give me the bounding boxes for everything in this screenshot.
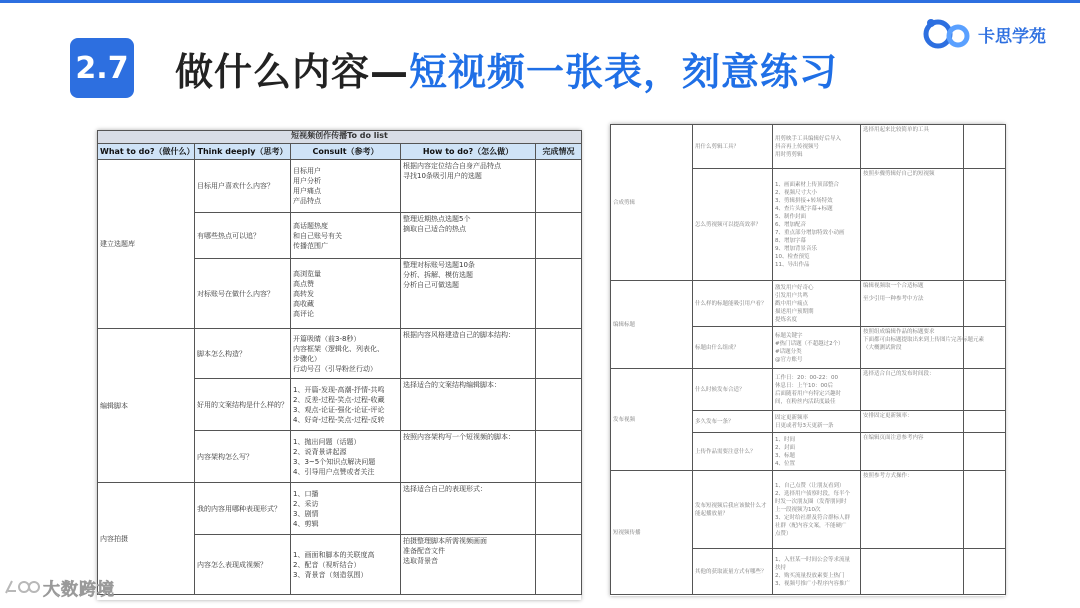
consult-line: 步骤化）: [293, 354, 321, 363]
how-cell: [401, 431, 536, 483]
consult-line: 3、定时给社群及符合群标人群: [775, 514, 851, 521]
consult-line: 2、选择用户侦察时段，每半个: [775, 490, 851, 497]
done-cell: [964, 411, 1006, 433]
done-cell: [536, 535, 582, 595]
consult-line: 2、封面: [775, 444, 795, 451]
consult-line: 高收藏: [293, 299, 314, 308]
consult-line: 1、抛出问题（话题）: [293, 437, 361, 446]
how-line: 整理近期热点选题5个: [403, 215, 471, 223]
consult-line: 4、查片头配字幕+标题: [775, 205, 833, 212]
done-cell: [964, 369, 1006, 411]
table-row: [98, 483, 582, 535]
think-cell: 我的内容用哪种表现形式？: [195, 483, 291, 535]
consult-cell: [773, 411, 861, 433]
what-cell: 短视频传播: [611, 471, 693, 595]
done-cell: [964, 549, 1006, 595]
how-line: 按照参考方式操作：: [863, 473, 913, 479]
consult-line: 抖音再上传视频号: [775, 143, 820, 150]
how-cell: [401, 379, 536, 431]
what-cell: 建立选题库: [98, 160, 195, 329]
consult-line: 用户分析: [293, 177, 321, 185]
consult-line: 3、剧情: [293, 509, 319, 518]
how-line: 分析、拆解、模仿选题: [403, 271, 473, 279]
what-cell: 合成剪辑: [611, 125, 693, 281]
consult-line: @官方账号: [775, 356, 803, 363]
how-cell: [401, 329, 536, 379]
consult-line: 1、开篇-发现-高潮-抒情-共鸣: [293, 385, 385, 394]
consult-cell: [291, 483, 401, 535]
think-cell: 什么样的标题能吸引用户看？: [693, 281, 773, 327]
consult-line: 开篇吸睛（前3-8秒）: [293, 334, 361, 343]
done-cell: [536, 329, 582, 379]
consult-line: 行动号召（引导粉丝行动）: [293, 364, 377, 373]
done-cell: [964, 433, 1006, 471]
consult-line: 戳中用户痛点: [775, 300, 809, 307]
how-line: 至少引用一种参考中方法: [863, 296, 924, 302]
header-consult: Consult（参考）: [291, 144, 401, 160]
consult-line: 点赞）: [775, 530, 792, 537]
how-cell: [861, 549, 964, 595]
how-line: 编辑视频取一个合适标题: [863, 283, 924, 289]
what-cell: 内容拍摄: [98, 483, 195, 595]
consult-line: 高浏览量: [293, 269, 321, 278]
consult-line: 1、时间: [775, 436, 795, 443]
consult-cell: [291, 379, 401, 431]
consult-line: 2、配音（视听结合）: [293, 560, 361, 569]
done-cell: [964, 327, 1006, 369]
consult-line: #话题分类: [775, 348, 802, 355]
how-line: 安排固定更新频率：: [863, 413, 913, 419]
consult-line: 高点赞: [293, 279, 314, 288]
consult-line: 10、检查预览: [775, 253, 810, 260]
consult-cell: [291, 160, 401, 213]
consult-cell: [773, 433, 861, 471]
think-cell: 多久发布一条？: [693, 411, 773, 433]
consult-line: 时发一次朋友圈（发帮朋同时: [775, 498, 847, 505]
how-cell: [861, 411, 964, 433]
how-cell: [401, 483, 536, 535]
think-cell: 标题由什么组成？: [693, 327, 773, 369]
how-cell: [861, 471, 964, 549]
consult-line: 1、入驻某一时间公会等求流量: [775, 556, 851, 563]
how-line: 分析自己可做选题: [403, 281, 459, 289]
done-cell: [536, 431, 582, 483]
slide-title: [175, 40, 838, 96]
consult-line: 3、观点-论证-强化-论证-评论: [293, 405, 385, 414]
how-line: 摘取自己适合的热点: [403, 225, 466, 233]
consult-line: 提炼名度: [775, 316, 798, 323]
think-cell: 内容架构怎么写？: [195, 431, 291, 483]
how-line: 在编辑页面注意参考内容: [863, 435, 924, 441]
how-cell: [401, 213, 536, 259]
how-line: 根据内容定位结合自身产品特点: [403, 162, 501, 170]
consult-line: 7、重点部分增加特效小动画: [775, 229, 845, 236]
think-cell: 怎么剪视频可以提高效率？: [693, 169, 773, 281]
consult-line: 激发用户好奇心: [775, 284, 814, 291]
brand-logo-text: 卡思学苑: [978, 26, 1046, 47]
how-cell: [861, 125, 964, 169]
consult-line: 3、标题: [775, 452, 795, 459]
consult-line: 2、反差-过程-笑点-过程-收藏: [293, 395, 385, 404]
consult-line: 间，在粉丝内活跃度最佳: [775, 398, 836, 405]
done-cell: [964, 471, 1006, 549]
todo-table: [97, 130, 582, 595]
how-line: 按照内容架构写一个短视频的脚本：: [403, 433, 515, 441]
todo-table-continued: [610, 124, 1006, 595]
think-cell: 好用的文案结构是什么样的？: [195, 379, 291, 431]
consult-line: 高话题热度: [293, 221, 328, 230]
consult-cell: [773, 369, 861, 411]
watermark: [4, 572, 115, 602]
table-row: [98, 160, 582, 213]
done-cell: [536, 259, 582, 329]
consult-line: 内容框架（逻辑化、列表化、: [293, 344, 384, 353]
how-line: 整理对标账号选题10条: [403, 261, 475, 269]
think-cell: 目标用户喜欢什么内容？: [195, 160, 291, 213]
how-cell: [861, 433, 964, 471]
slide-number-badge: [70, 38, 134, 98]
consult-cell: [291, 213, 401, 259]
slide-number: 2.7: [75, 50, 129, 86]
done-cell: [536, 213, 582, 259]
consult-cell: [773, 125, 861, 169]
top-accent-line: [0, 0, 1080, 3]
consult-line: 工作日：20：00-22：00: [775, 374, 838, 381]
how-line: 选择用起来比较简单的工具: [863, 127, 930, 133]
consult-line: 描述用户预期期: [775, 308, 814, 315]
how-cell: [401, 259, 536, 329]
table-row: [98, 329, 582, 379]
done-cell: [536, 379, 582, 431]
done-cell: [964, 169, 1006, 281]
consult-line: 2、视频尺寸大小: [775, 189, 817, 196]
consult-line: 6、增加配音: [775, 221, 806, 228]
think-cell: 上传作品需要注意什么？: [693, 433, 773, 471]
consult-line: 4、引导用户点赞或者关注: [293, 467, 375, 476]
what-cell: 编辑脚本: [98, 329, 195, 483]
done-cell: [964, 281, 1006, 327]
consult-line: 后面随着用户有特定兴趣时: [775, 390, 842, 397]
how-cell: [861, 169, 964, 281]
what-cell: 编辑标题: [611, 281, 693, 369]
consult-cell: [773, 471, 861, 549]
how-line: 下面都可由标题提取出来到上传图片完善标题元素: [863, 337, 985, 343]
consult-line: 3、背景音（刻造氛围）: [293, 570, 368, 579]
what-cell: 发布视频: [611, 369, 693, 471]
consult-line: 产品特点: [293, 197, 321, 205]
consult-line: 11、导出作品: [775, 261, 810, 268]
how-cell: [401, 160, 536, 213]
consult-line: 3、3~5个知识点解决问题: [293, 457, 376, 466]
todo-table-left: [97, 130, 581, 600]
consult-cell: [773, 281, 861, 327]
slide-title-blue: 短视频一张表，刻意练习: [409, 49, 839, 94]
consult-line: 2、说背景讲起源: [293, 447, 347, 456]
consult-line: 休息日：上午10：00后: [775, 382, 833, 389]
table-row: [611, 369, 1006, 411]
consult-cell: [291, 329, 401, 379]
consult-line: 和自己账号有关: [293, 231, 342, 240]
how-line: 选择适合的文案结构编辑脚本：: [403, 381, 501, 389]
consult-line: 日更或者每3天更新一条: [775, 422, 834, 429]
how-cell: [861, 369, 964, 411]
consult-line: 5、制作封面: [775, 213, 806, 220]
consult-line: 1、画面和脚本的关联度高: [293, 550, 375, 559]
how-line: 选择适合自己的表现形式：: [403, 485, 487, 493]
consult-line: 1、自己点赞（让朋友看到）: [775, 482, 845, 489]
consult-line: 用户痛点: [293, 187, 321, 195]
how-line: [863, 550, 961, 555]
consult-line: 上一段视频为10次: [775, 506, 821, 513]
consult-line: 引发用户共鸣: [775, 292, 809, 299]
consult-line: 高转发: [293, 289, 314, 298]
table-caption: 短视频创作传播To do list: [98, 131, 582, 144]
consult-line: 2、采访: [293, 499, 319, 508]
consult-cell: [773, 549, 861, 595]
think-cell: 用什么剪辑工具？: [693, 125, 773, 169]
consult-line: 1、画面素材上传顶部整合: [775, 181, 840, 188]
think-cell: 对标账号在做什么内容？: [195, 259, 291, 329]
slide-title-dark: 做什么内容—: [175, 49, 410, 94]
consult-line: 9、增加背景音乐: [775, 245, 817, 252]
consult-cell: [291, 431, 401, 483]
consult-line: 3、视频号推广小程序内容推广: [775, 580, 851, 587]
think-cell: 内容怎么表现成视频？: [195, 535, 291, 595]
how-line: （大概测试阶段: [863, 345, 902, 351]
watermark-text: 大数跨境: [43, 579, 115, 600]
consult-line: 4、位置: [775, 460, 795, 467]
how-cell: [861, 327, 985, 369]
think-cell: 什么时候发布合适？: [693, 369, 773, 411]
header-what: What to do?（做什么）: [98, 144, 195, 160]
how-line: 根据内容风格建造自己的脚本结构：: [403, 331, 515, 339]
consult-line: 社群（配内容文案，不能硬广: [775, 522, 847, 529]
consult-line: 目标用户: [293, 167, 321, 175]
how-line: 拍摄整理脚本所需视频画面: [403, 537, 487, 545]
think-cell: 发布短视频后我应该做什么才能起播放量？: [693, 471, 773, 549]
think-cell: 其他的获取流量方式有哪些？: [693, 549, 773, 595]
how-line: 按照步骤剪辑好自己的短视频: [863, 171, 935, 177]
consult-line: 传播范围广: [293, 241, 328, 250]
consult-line: 4、剪辑: [293, 519, 319, 528]
consult-line: #热门话题（不超越过2个）: [775, 340, 844, 347]
how-line: 准备配音文件: [403, 547, 445, 555]
consult-line: 固定更新频率: [775, 414, 809, 421]
consult-line: 用剪映手工具编辑好后导入: [775, 135, 842, 142]
how-line: 选取背景音: [403, 557, 438, 565]
consult-line: 8、增加字幕: [775, 237, 806, 244]
todo-table-right: [610, 124, 1005, 596]
done-cell: [536, 160, 582, 213]
how-cell: [401, 535, 536, 595]
consult-line: 3、剪辑拼接+转场特效: [775, 197, 833, 204]
think-cell: 有哪些热点可以追？: [195, 213, 291, 259]
how-line: 按照组成编辑作品的标题要求: [863, 329, 935, 335]
table-row: [611, 281, 1006, 327]
consult-line: 用时剪剪辑: [775, 151, 803, 158]
consult-cell: [291, 535, 401, 595]
consult-line: 1、口播: [293, 489, 319, 498]
consult-cell: [291, 259, 401, 329]
table-row: [611, 471, 1006, 549]
consult-line: 4、好奇-过程-笑点-过程-反转: [293, 415, 385, 424]
how-cell: [861, 281, 964, 327]
watermark-icon: [4, 577, 40, 597]
header-think: Think deeply（思考）: [195, 144, 291, 160]
think-cell: 脚本怎么构造？: [195, 329, 291, 379]
how-line: 选择适合自己的发布时间段：: [863, 371, 935, 377]
header-done: 完成情况: [536, 144, 582, 160]
done-cell: [536, 483, 582, 535]
consult-line: 扶持: [775, 564, 787, 571]
table-row: [611, 125, 1006, 169]
consult-line: 2、购买流量投放素要上热门: [775, 572, 845, 579]
consult-cell: [773, 327, 861, 369]
done-cell: [964, 125, 1006, 169]
consult-line: 高评论: [293, 309, 314, 318]
brand-logo-icon: [922, 17, 972, 51]
brand-logo: [922, 14, 1046, 54]
consult-cell: [773, 169, 861, 281]
consult-line: 标题关键字: [775, 332, 803, 339]
how-line: 寻找10条吸引用户的选题: [403, 172, 482, 180]
header-how: How to do?（怎么做）: [401, 144, 536, 160]
